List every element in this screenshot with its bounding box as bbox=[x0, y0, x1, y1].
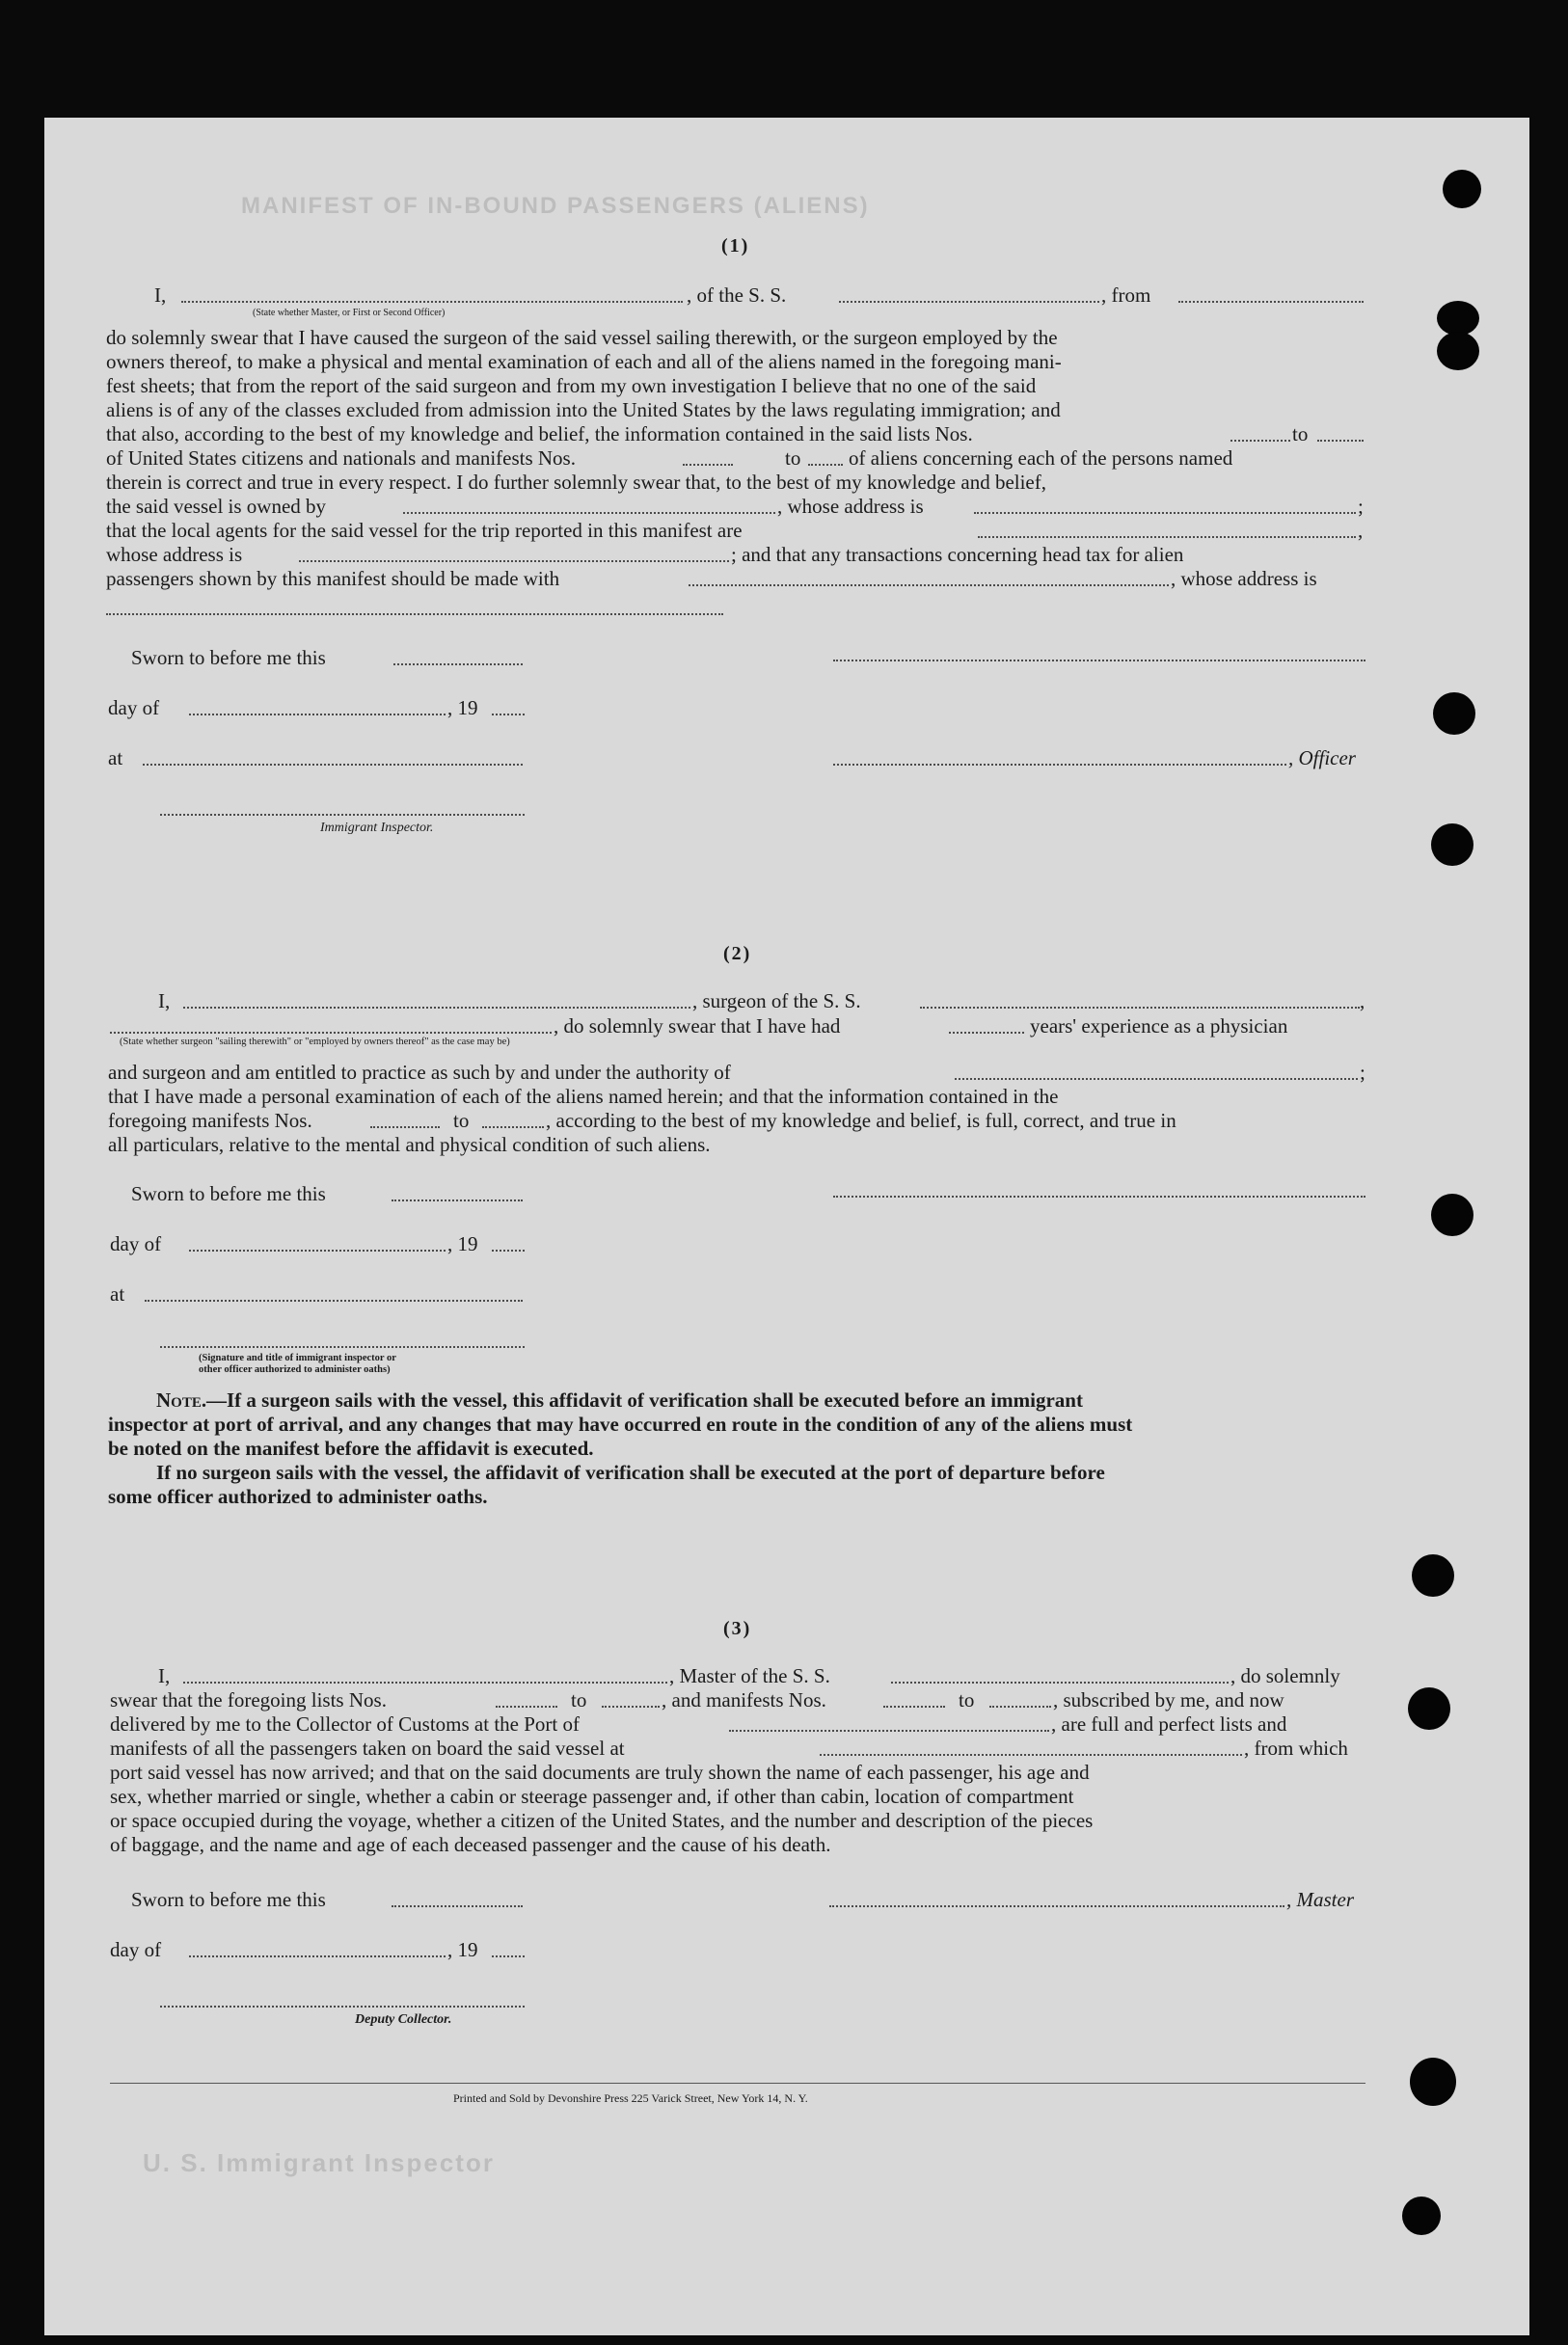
surgeon-name-blank[interactable] bbox=[183, 1007, 690, 1009]
bleed-through-title: MANIFEST OF IN-BOUND PASSENGERS (ALIENS) bbox=[241, 193, 870, 219]
note-label: Note. bbox=[156, 1388, 207, 1412]
text: , from bbox=[1101, 283, 1151, 307]
at-blank[interactable] bbox=[145, 1300, 523, 1302]
text: ; bbox=[1358, 495, 1364, 518]
paragraph-line: owners thereof, to make a physical and mental examination of each and all of the aliens named in the foregoing mani- bbox=[106, 350, 1062, 373]
text: swear that the foregoing lists Nos. bbox=[110, 1688, 387, 1712]
caption: (State whether Master, or First or Second Officer) bbox=[253, 308, 446, 318]
inspector-signature-blank[interactable] bbox=[160, 814, 525, 816]
agents-blank[interactable] bbox=[978, 536, 1356, 538]
surgeon-status-blank[interactable] bbox=[110, 1032, 552, 1034]
section-1-number: (1) bbox=[721, 235, 750, 256]
port-blank[interactable] bbox=[729, 1730, 1049, 1732]
caption: Immigrant Inspector. bbox=[320, 821, 434, 835]
embarkation-port-blank[interactable] bbox=[820, 1754, 1242, 1756]
master-name-blank[interactable] bbox=[181, 301, 683, 303]
section-3-number: (3) bbox=[723, 1618, 752, 1639]
deputy-signature-blank[interactable] bbox=[160, 2006, 525, 2008]
bleed-through-stamp: U. S. Immigrant Inspector bbox=[143, 2148, 495, 2177]
paragraph-line: therein is correct and true in every respect. I do further solemnly swear that, to the best of my knowledge and belief, bbox=[106, 471, 1046, 494]
text: delivered by me to the Collector of Customs at the Port of bbox=[110, 1712, 580, 1736]
note-line: If no surgeon sails with the vessel, the affidavit of verification shall be executed at the port of departure before bbox=[156, 1461, 1105, 1484]
note-line: inspector at port of arrival, and any changes that may have occurred en route in the condition of any of the aliens must bbox=[108, 1413, 1133, 1436]
authority-blank[interactable] bbox=[955, 1078, 1358, 1080]
year-blank[interactable] bbox=[492, 714, 525, 715]
sworn-date-blank[interactable] bbox=[392, 1905, 523, 1907]
at-blank[interactable] bbox=[143, 764, 523, 766]
text: , do solemnly bbox=[1230, 1664, 1340, 1687]
text: , bbox=[1360, 989, 1365, 1012]
caption: other officer authorized to administer oaths) bbox=[199, 1364, 391, 1375]
text: Sworn to before me this bbox=[131, 646, 326, 669]
text: I, bbox=[158, 989, 171, 1012]
lists-from-blank[interactable] bbox=[496, 1706, 557, 1708]
day-of-blank[interactable] bbox=[189, 1955, 446, 1957]
text: , whose address is bbox=[777, 495, 924, 518]
manifests-to-blank[interactable] bbox=[989, 1706, 1051, 1708]
text: day of bbox=[110, 1938, 162, 1961]
sworn-date-blank[interactable] bbox=[392, 1199, 523, 1201]
text: ; bbox=[1360, 1061, 1365, 1084]
text: , are full and perfect lists and bbox=[1051, 1712, 1287, 1736]
text: to bbox=[453, 1109, 470, 1132]
manifests-from-blank[interactable] bbox=[370, 1126, 440, 1128]
paragraph-line: do solemnly swear that I have caused the surgeon of the said vessel sailing therewith, or the surgeon employed by the bbox=[106, 326, 1058, 349]
text: ; and that any transactions concerning head tax for alien bbox=[731, 543, 1184, 566]
note-line: some officer authorized to administer oaths. bbox=[108, 1485, 488, 1508]
footer-rule bbox=[110, 2083, 1365, 2084]
lists-to-blank[interactable] bbox=[1317, 440, 1364, 442]
paragraph-line: of United States citizens and nationals and manifests Nos. bbox=[106, 446, 576, 470]
paragraph-line: all particulars, relative to the mental and physical condition of such aliens. bbox=[108, 1133, 711, 1156]
punch-hole bbox=[1410, 2058, 1456, 2106]
text: , bbox=[1358, 519, 1364, 542]
paragraph-line: that also, according to the best of my knowledge and belief, the information contained in the said lists Nos. bbox=[106, 422, 973, 445]
text: day of bbox=[110, 1232, 162, 1255]
punch-hole bbox=[1412, 1554, 1454, 1597]
text: , subscribed by me, and now bbox=[1053, 1688, 1284, 1712]
text: to bbox=[571, 1688, 587, 1712]
text: , Master bbox=[1286, 1888, 1354, 1911]
paragraph-line: of baggage, and the name and age of each deceased passenger and the cause of his death. bbox=[110, 1833, 831, 1856]
text: I, bbox=[158, 1664, 171, 1687]
text: years' experience as a physician bbox=[1030, 1014, 1288, 1038]
text: , surgeon of the S. S. bbox=[692, 989, 861, 1012]
text: Sworn to before me this bbox=[131, 1888, 326, 1911]
lists-to-blank[interactable] bbox=[602, 1706, 660, 1708]
text: at bbox=[110, 1282, 125, 1306]
text: , from which bbox=[1244, 1737, 1348, 1760]
head-tax-address-blank[interactable] bbox=[106, 613, 723, 615]
caption: Deputy Collector. bbox=[355, 2012, 452, 2027]
text: I, bbox=[154, 283, 167, 307]
owner-blank[interactable] bbox=[403, 512, 775, 514]
punch-hole bbox=[1408, 1687, 1450, 1730]
sworn-date-blank[interactable] bbox=[393, 663, 523, 665]
master-signature-blank[interactable] bbox=[829, 1905, 1284, 1907]
manifests-from-blank[interactable] bbox=[683, 464, 733, 466]
text: Sworn to before me this bbox=[131, 1182, 326, 1205]
surgeon-vessel-blank[interactable] bbox=[920, 1007, 1360, 1009]
printer-credit: Printed and Sold by Devonshire Press 225 Varick Street, New York 14, N. Y. bbox=[453, 2091, 808, 2105]
caption: (State whether surgeon "sailing therewith" or "employed by owners thereof" as the case may be) bbox=[120, 1037, 510, 1047]
caption: (Signature and title of immigrant inspector or bbox=[199, 1353, 396, 1363]
punch-hole bbox=[1431, 823, 1473, 866]
paragraph-line: or space occupied during the voyage, whether a citizen of the United States, and the number and description of the pieces bbox=[110, 1809, 1094, 1832]
agents-address-blank[interactable] bbox=[299, 560, 729, 562]
paragraph-line: aliens is of any of the classes excluded from admission into the United States by the laws regulating immigration; and bbox=[106, 398, 1061, 421]
manifests-to-blank[interactable] bbox=[808, 464, 843, 466]
note-line: —If a surgeon sails with the vessel, this affidavit of verification shall be executed before an immigrant bbox=[206, 1388, 1083, 1412]
master-name-blank[interactable] bbox=[183, 1682, 667, 1684]
inspector-signature-blank[interactable] bbox=[160, 1346, 525, 1348]
note-line: be noted on the manifest before the affidavit is executed. bbox=[108, 1437, 594, 1460]
paragraph-line: the said vessel is owned by bbox=[106, 495, 327, 518]
vessel-name-blank[interactable] bbox=[891, 1682, 1229, 1684]
officer-signature-blank[interactable] bbox=[833, 660, 1365, 661]
punch-hole bbox=[1437, 301, 1479, 336]
text: at bbox=[108, 746, 123, 769]
day-of-blank[interactable] bbox=[189, 714, 446, 715]
manifests-to-blank[interactable] bbox=[482, 1126, 544, 1128]
from-port-blank[interactable] bbox=[1178, 301, 1364, 303]
text: , and manifests Nos. bbox=[662, 1688, 826, 1712]
text: manifests of all the passengers taken on board the said vessel at bbox=[110, 1737, 625, 1760]
text: , Officer bbox=[1288, 746, 1356, 769]
text: to bbox=[959, 1688, 975, 1712]
text: , 19 bbox=[447, 1938, 478, 1961]
punch-hole bbox=[1443, 170, 1481, 208]
years-blank[interactable] bbox=[949, 1032, 1024, 1034]
punch-hole bbox=[1437, 332, 1479, 370]
paragraph-line: port said vessel has now arrived; and that on the said documents are truly shown the name of each passenger, his age and bbox=[110, 1761, 1090, 1784]
paragraph-line: fest sheets; that from the report of the said surgeon and from my own investigation I believe that no one of the said bbox=[106, 374, 1037, 397]
text: to bbox=[785, 446, 801, 470]
text: of aliens concerning each of the persons named bbox=[849, 446, 1233, 470]
lists-from-blank[interactable] bbox=[1230, 440, 1290, 442]
punch-hole bbox=[1402, 2197, 1441, 2235]
paragraph-line: sex, whether married or single, whether a cabin or steerage passenger and, if other than cabin, location of compartment bbox=[110, 1785, 1074, 1808]
text: day of bbox=[108, 696, 160, 719]
manifests-from-blank[interactable] bbox=[883, 1706, 945, 1708]
officer-title-blank[interactable] bbox=[833, 764, 1286, 766]
paragraph-line: that the local agents for the said vessel for the trip reported in this manifest are bbox=[106, 519, 743, 542]
text: , of the S. S. bbox=[687, 283, 787, 307]
vessel-name-blank[interactable] bbox=[839, 301, 1099, 303]
text: , do solemnly swear that I have had bbox=[554, 1014, 841, 1038]
text: , according to the best of my knowledge and belief, is full, correct, and true in bbox=[546, 1109, 1176, 1132]
text: , whose address is bbox=[1171, 567, 1317, 590]
punch-hole bbox=[1433, 692, 1475, 735]
text: to bbox=[1292, 422, 1309, 445]
owner-address-blank[interactable] bbox=[974, 512, 1356, 514]
paragraph-line: passengers shown by this manifest should be made with bbox=[106, 567, 560, 590]
paragraph-line: that I have made a personal examination of each of the aliens named herein; and that the information contained in the bbox=[108, 1085, 1059, 1108]
punch-hole bbox=[1431, 1194, 1473, 1236]
head-tax-agent-blank[interactable] bbox=[689, 584, 1169, 586]
text: , Master of the S. S. bbox=[669, 1664, 830, 1687]
paragraph-line: foregoing manifests Nos. bbox=[108, 1109, 312, 1132]
surgeon-signature-blank[interactable] bbox=[833, 1196, 1365, 1198]
section-2-number: (2) bbox=[723, 943, 752, 964]
year-blank[interactable] bbox=[492, 1250, 525, 1252]
day-of-blank[interactable] bbox=[189, 1250, 446, 1252]
paragraph-line: and surgeon and am entitled to practice as such by and under the authority of bbox=[108, 1061, 731, 1084]
text: , 19 bbox=[447, 1232, 478, 1255]
paragraph-line: whose address is bbox=[106, 543, 243, 566]
text: , 19 bbox=[447, 696, 478, 719]
year-blank[interactable] bbox=[492, 1955, 525, 1957]
